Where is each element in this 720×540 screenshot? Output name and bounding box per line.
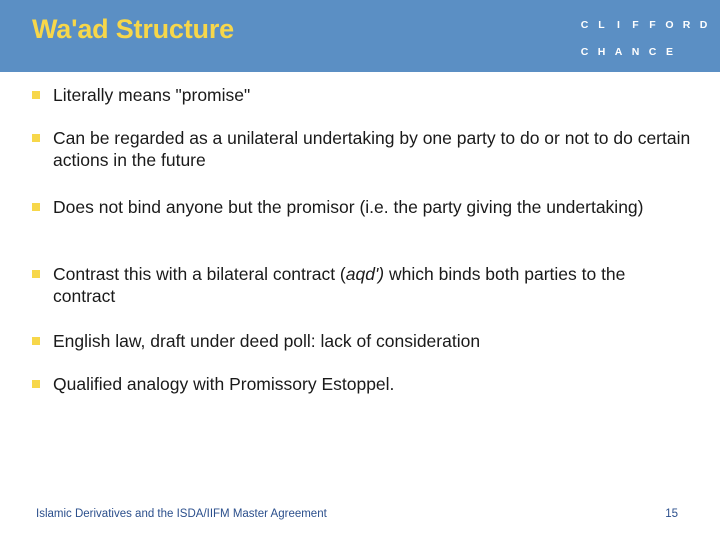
- bullet-square-icon: [32, 337, 40, 345]
- bullet-text: English law, draft under deed poll: lack of consideration: [53, 331, 481, 351]
- page-number: 15: [665, 508, 678, 520]
- logo-line-1: [576, 19, 712, 33]
- bullet-item: [32, 196, 692, 218]
- logo-letter: I: [617, 19, 620, 31]
- bullet-text: Can be regarded as a unilateral undertaking by one party to do or not to do certain actions in the future: [53, 128, 691, 170]
- bullet-item: [32, 373, 692, 395]
- slide-title: Wa'ad Structure: [32, 14, 234, 44]
- footer-text: Islamic Derivatives and the ISDA/IIFM Master Agreement: [36, 508, 327, 520]
- logo-letter: C: [580, 19, 589, 31]
- logo-letter: C: [580, 46, 589, 58]
- bullet-item: [32, 84, 692, 106]
- logo-letter: A: [614, 46, 623, 58]
- logo-letter: N: [631, 46, 640, 58]
- bullet-item: [32, 263, 692, 307]
- logo-letter: E: [665, 46, 673, 58]
- bullet-square-icon: [32, 270, 40, 278]
- bullet-text: Qualified analogy with Promissory Estoppel.: [53, 374, 395, 394]
- bullet-item: [32, 330, 692, 352]
- bullet-text: [53, 263, 692, 307]
- bullet-text-part: which binds both parties to the contract: [53, 264, 626, 306]
- logo-line-2: [576, 46, 712, 60]
- logo-letter: F: [649, 19, 656, 31]
- logo-letter: R: [682, 19, 691, 31]
- logo-letter: H: [597, 46, 606, 58]
- clifford-chance-logo: [576, 19, 712, 73]
- arabic-term: aqd'): [345, 264, 385, 284]
- bullet-square-icon: [32, 380, 40, 388]
- bullet-square-icon: [32, 203, 40, 211]
- bullet-item: [32, 127, 692, 171]
- logo-letter: D: [699, 19, 708, 31]
- logo-letter: F: [632, 19, 639, 31]
- bullet-text: Does not bind anyone but the promisor (i.e. the party giving the undertaking): [53, 197, 644, 217]
- bullet-text: Literally means "promise": [53, 85, 251, 105]
- logo-letter: O: [665, 19, 674, 31]
- bullet-square-icon: [32, 134, 40, 142]
- bullet-square-icon: [32, 91, 40, 99]
- bullet-text-part: Contrast this with a bilateral contract (: [53, 264, 346, 284]
- logo-letter: L: [598, 19, 605, 31]
- logo-letter: C: [648, 46, 657, 58]
- slide-header: [0, 0, 720, 72]
